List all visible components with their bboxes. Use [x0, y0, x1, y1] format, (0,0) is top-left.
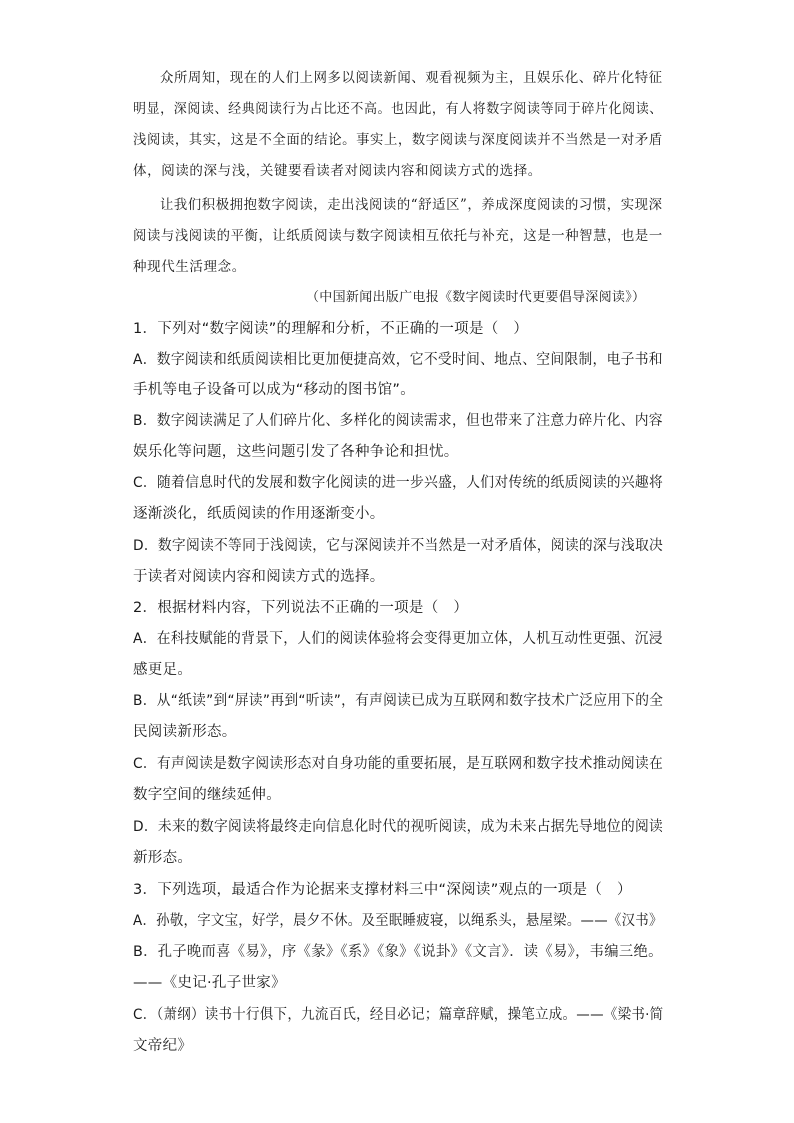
passage-line: 体，阅读的深与浅，关键要看读者对阅读内容和阅读方式的选择。	[133, 163, 542, 179]
option-line: B．数字阅读满足了人们碎片化、多样化的阅读需求，但也带来了注意力碎片化、内容	[133, 413, 663, 429]
passage-source: （中国新闻出版广电报《数字阅读时代更要倡导深阅读》）	[306, 290, 646, 305]
option-line: 民阅读新形态。	[133, 724, 237, 740]
option-line: 文帝纪》	[133, 1038, 193, 1054]
option-line: 手机等电子设备可以成为“移动的图书馆”。	[133, 382, 416, 398]
option-line: ——《史记·孔子世家》	[133, 975, 286, 991]
option-line: B．从“纸读”到“屏读”再到“听读”，有声阅读已成为互联网和数字技术广泛应用下的全	[133, 693, 664, 709]
option-line: D．未来的数字阅读将最终走向信息化时代的视听阅读，成为未来占据先导地位的阅读	[133, 819, 664, 835]
passage-line: 明显，深阅读、经典阅读行为占比还不高。也因此，有人将数字阅读等同于碎片化阅读、	[133, 101, 663, 117]
option-line: 新形态。	[133, 850, 193, 866]
passage-line: 浅阅读，其实，这是不全面的结论。事实上，数字阅读与深度阅读并不当然是一对矛盾	[133, 132, 663, 148]
option-line: 于读者对阅读内容和阅读方式的选择。	[133, 569, 385, 585]
passage-line: 阅读与浅阅读的平衡，让纸质阅读与数字阅读相互依托与补充，这是一种智慧，也是一	[133, 228, 663, 244]
passage-line: 让我们积极拥抱数字阅读，走出浅阅读的“舒适区”，养成深度阅读的习惯，实现深	[160, 197, 663, 213]
option-line: C．（萧纲）读书十行俱下，九流百氏，经目必记；篇章辞赋，操笔立成。——《梁书·简	[133, 1007, 664, 1023]
option-line: 数字空间的继续延伸。	[133, 787, 281, 803]
question-stem: 2．根据材料内容，下列说法不正确的一项是（ ）	[133, 600, 469, 616]
question-stem: 3．下列选项，最适合作为论据来支撑材料三中“深阅读”观点的一项是（ ）	[133, 882, 632, 898]
passage-line: 种现代生活理念。	[133, 259, 246, 275]
option-line: A．在科技赋能的背景下，人们的阅读体验将会变得更加立体，人机互动性更强、沉浸	[133, 631, 663, 647]
option-line: D．数字阅读不等同于浅阅读，它与深阅读并不当然是一对矛盾体，阅读的深与浅取决	[133, 538, 664, 554]
option-line: 感更足。	[133, 662, 193, 678]
option-line: B．孔子晚而喜《易》，序《彖》《系》《象》《说卦》《文言》．读《易》，韦编三绝。	[133, 944, 663, 960]
passage-line: 众所周知，现在的人们上网多以阅读新闻、观看视频为主，且娱乐化、碎片化特征	[160, 70, 663, 86]
option-line: 娱乐化等问题，这些问题引发了各种争论和担忧。	[133, 444, 459, 460]
option-line: 逐渐淡化，纸质阅读的作用逐渐变小。	[133, 506, 385, 522]
option-line: C．随着信息时代的发展和数字化阅读的进一步兴盛，人们对传统的纸质阅读的兴趣将	[133, 475, 664, 491]
question-stem: 1．下列对“数字阅读”的理解和分析，不正确的一项是（ ）	[133, 321, 529, 337]
option-line: A．数字阅读和纸质阅读相比更加便捷高效，它不受时间、地点、空间限制，电子书和	[133, 352, 663, 368]
option-line: A．孙敬，字文宝，好学，晨夕不休。及至眠睡疲寝，以绳系头，悬屋梁。——《汉书》	[133, 913, 663, 929]
option-line: C．有声阅读是数字阅读形态对自身功能的重要拓展，是互联网和数字技术推动阅读在	[133, 756, 664, 772]
